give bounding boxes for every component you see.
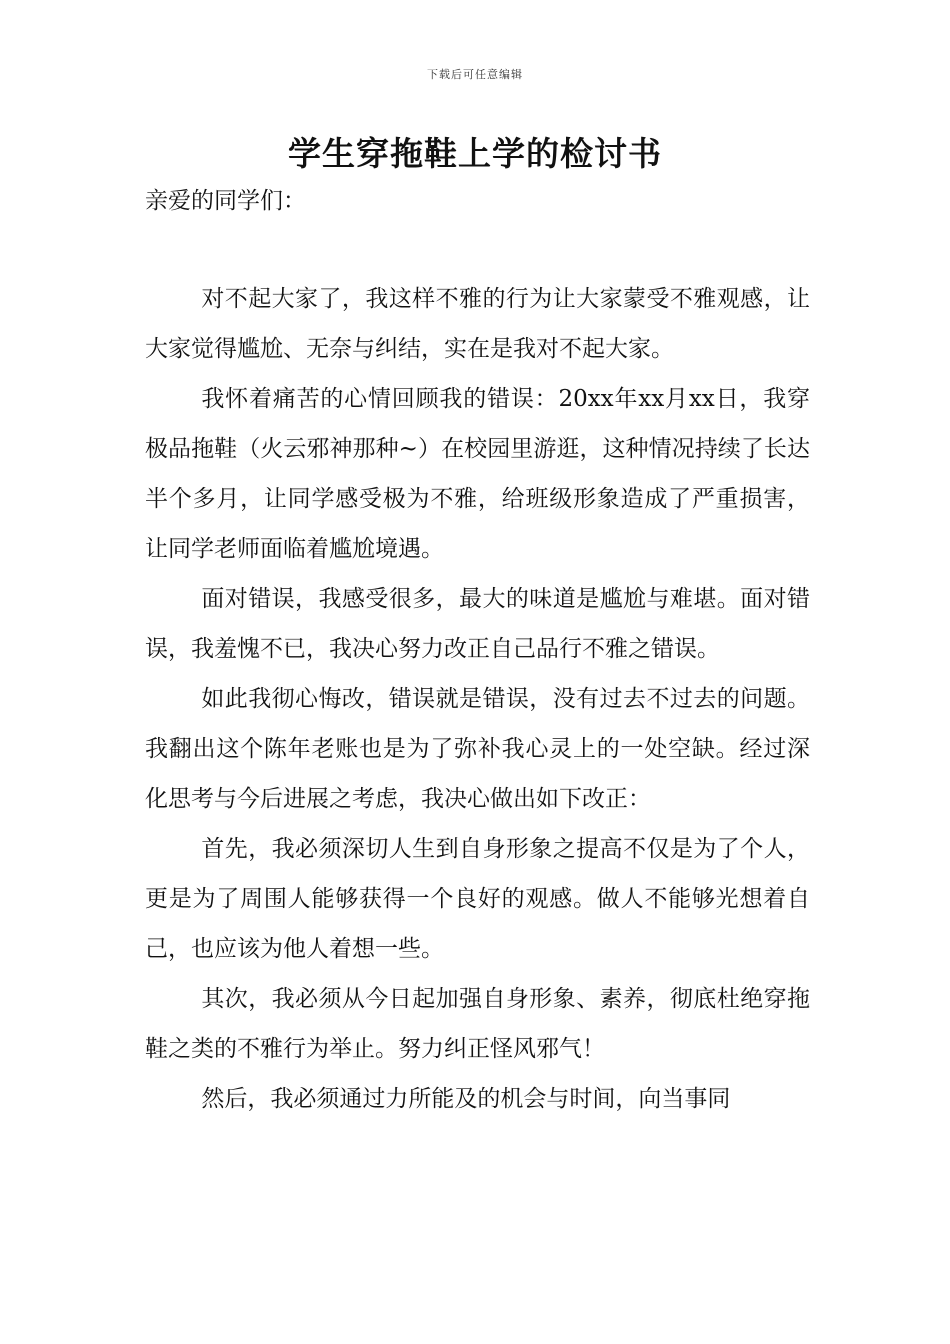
- paragraph: 首先，我必须深切人生到自身形象之提高不仅是为了个人，更是为了周围人能够获得一个良好的观感。做人不能够光想着自己，也应该为他人着想一些。: [145, 836, 810, 962]
- paragraph: 对不起大家了，我这样不雅的行为让大家蒙受不雅观感，让大家觉得尴尬、无奈与纠结，实在是我对不起大家。: [145, 286, 810, 362]
- paragraph: 面对错误，我感受很多，最大的味道是尴尬与难堪。面对错误，我羞愧不已，我决心努力改正自己品行不雅之错误。: [145, 586, 810, 662]
- header-note: 下载后可任意编辑: [427, 68, 523, 81]
- salutation: 亲爱的同学们：: [145, 188, 306, 214]
- paragraph: 其次，我必须从今日起加强自身形象、素养，彻底杜绝穿拖鞋之类的不雅行为举止。努力纠正怪风邪气！: [145, 986, 810, 1062]
- paragraph: 然后，我必须通过力所能及的机会与时间，向当事同: [201, 1086, 731, 1112]
- paragraph: 我怀着痛苦的心情回顾我的错误：20xx年xx月xx日，我穿极品拖鞋（火云邪神那种~）在校园里游逛，这种情况持续了长达半个多月，让同学感受极为不雅，给班级形象造成了严重损害，让同学老师面临着尴尬境遇。: [145, 386, 810, 562]
- document-title: 学生穿拖鞋上学的检讨书: [288, 134, 662, 173]
- paragraph: 如此我彻心悔改，错误就是错误，没有过去不过去的问题。我翻出这个陈年老账也是为了弥补我心灵上的一处空缺。经过深化思考与今后进展之考虑，我决心做出如下改正：: [145, 686, 810, 812]
- body-paragraphs: [145, 274, 810, 1124]
